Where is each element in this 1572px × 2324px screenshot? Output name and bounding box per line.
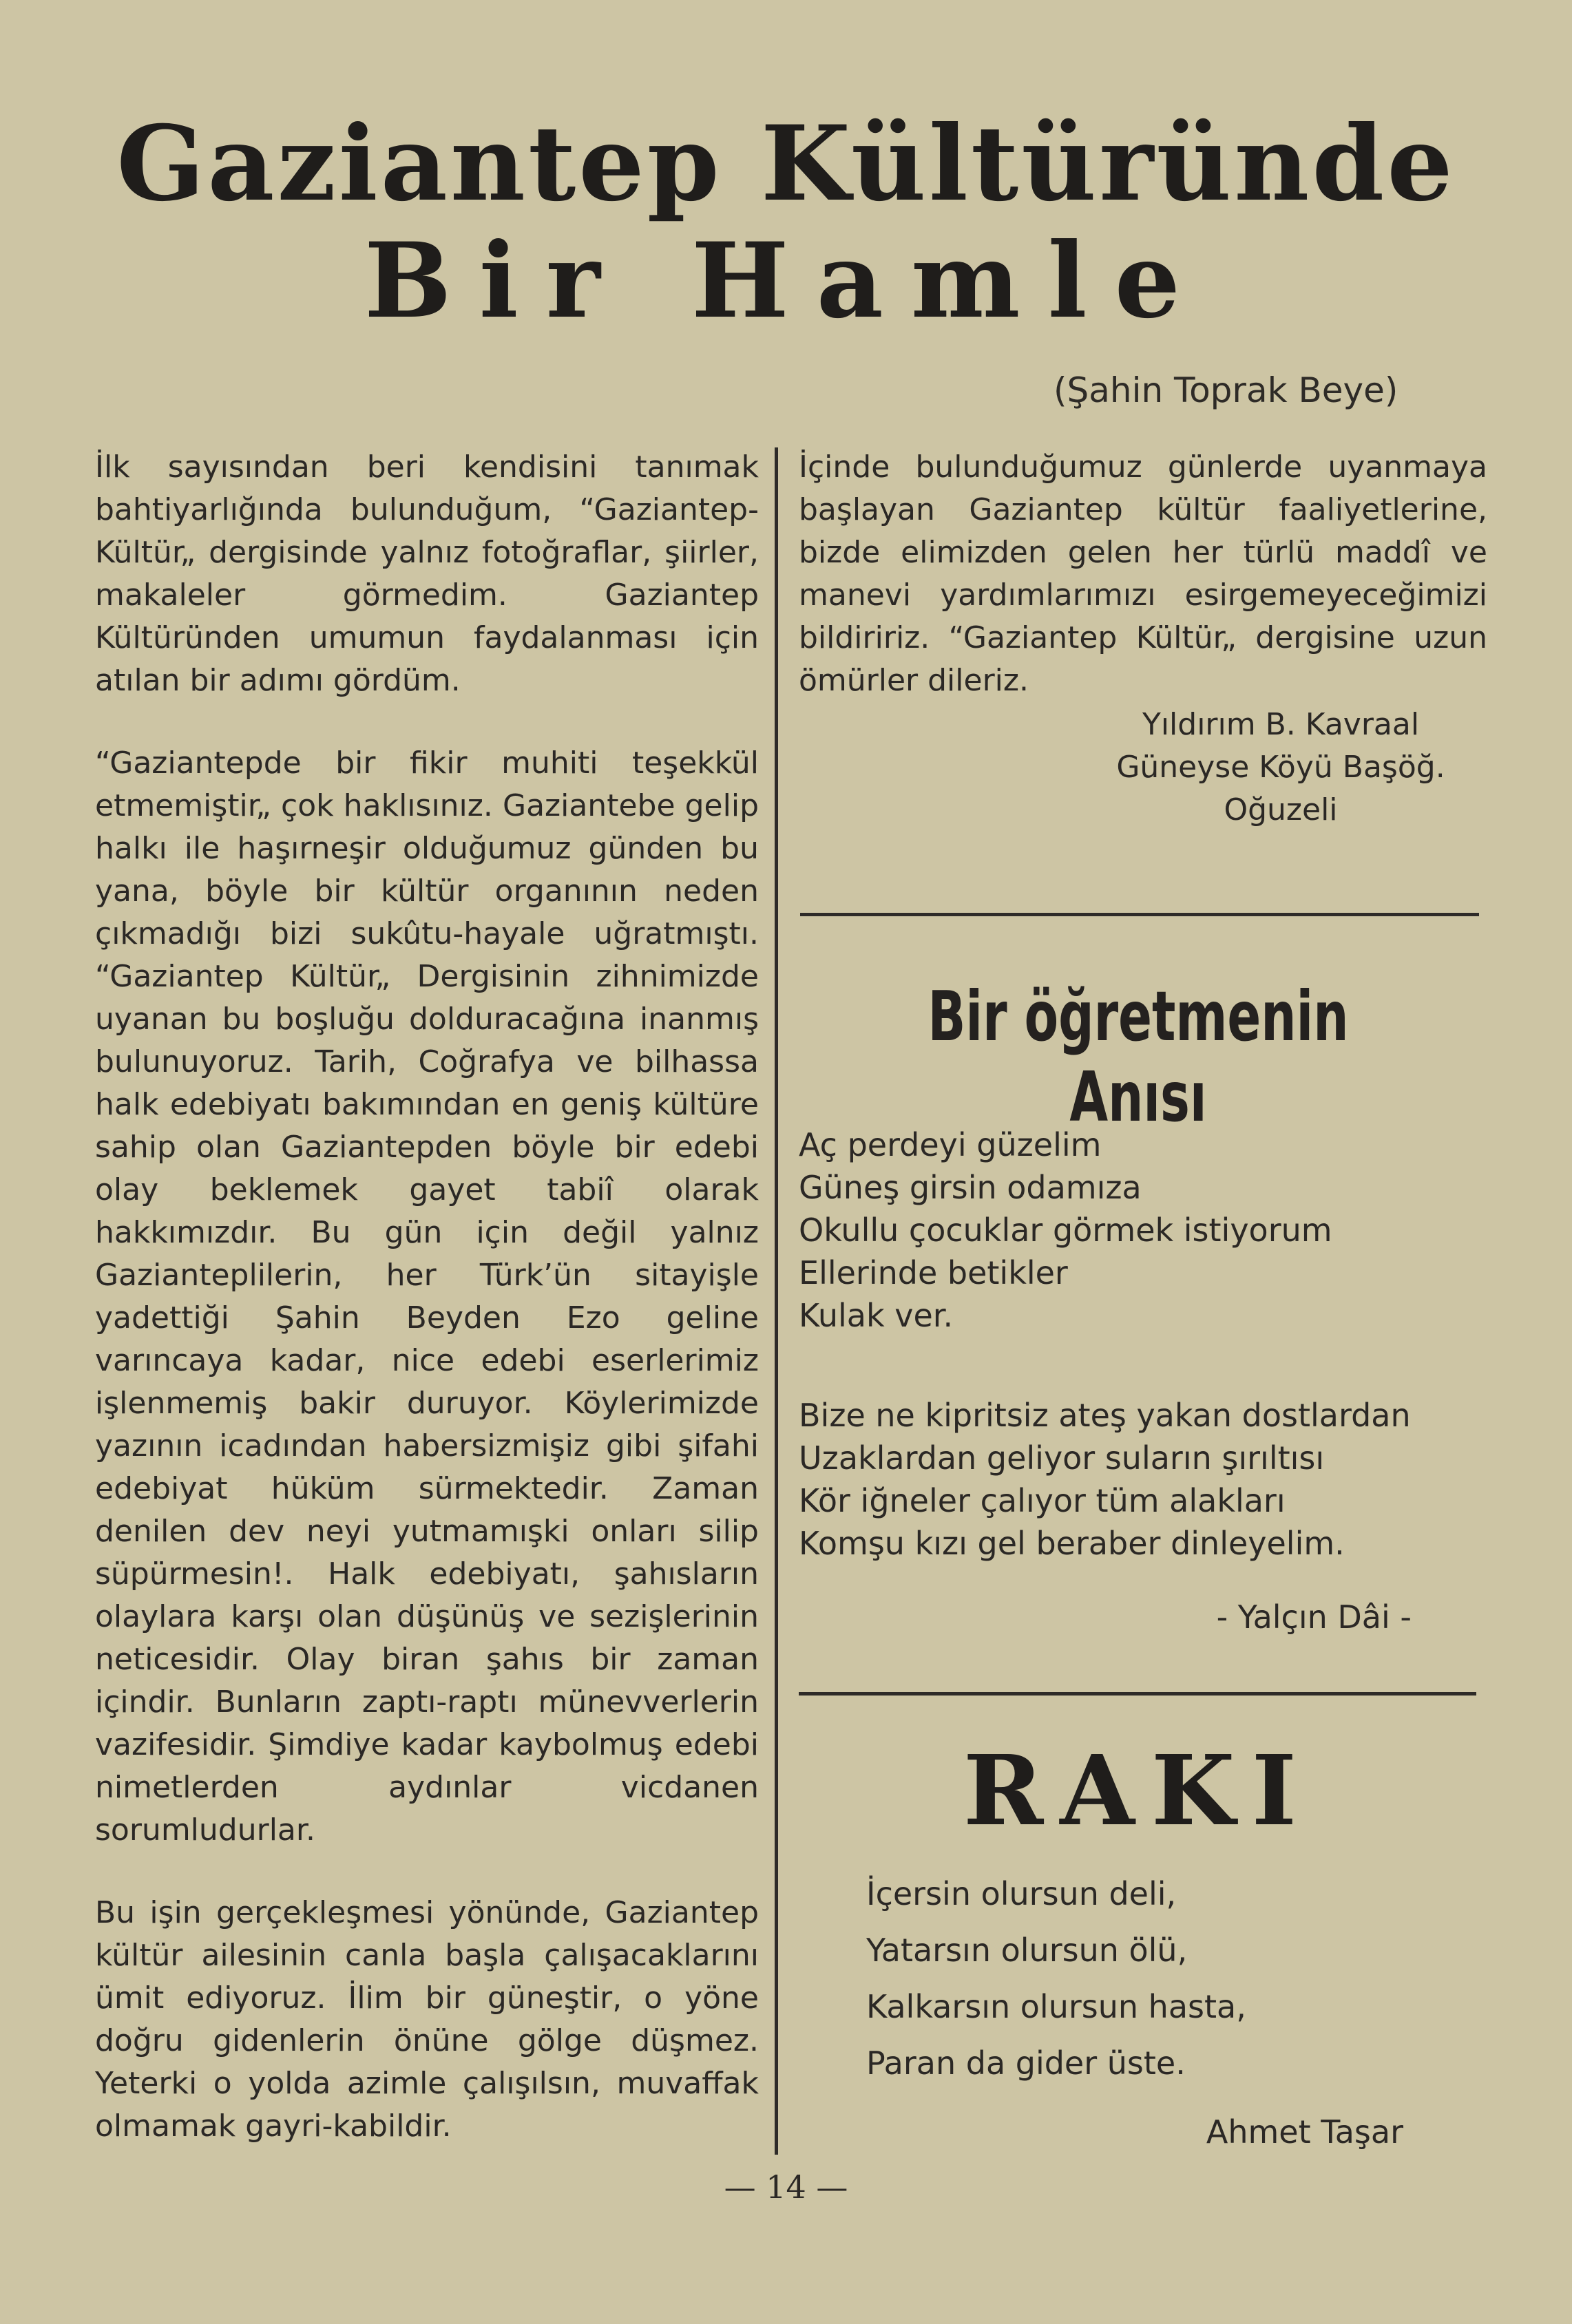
- article-dedication: (Şahin Toprak Beye): [1054, 370, 1398, 410]
- page-number: — 14 —: [724, 2168, 848, 2206]
- poem1-stanza2: [799, 1394, 1411, 1565]
- section-divider-2: [799, 1692, 1476, 1696]
- article-title-line1: Gaziantep Kültüründe: [116, 103, 1456, 224]
- poem2-author: Ahmet Taşar: [1206, 2113, 1403, 2151]
- article-paragraph-3: Bu işin gerçekleşmesi yönünde, Gaziantep kültür ailesinin canla başla çalışacaklarını ümit ediyoruz. İlim bir güneştir, o yöne doğru gidenlerin önüne gölge düşmez. Yeterki o yolda azimle çalışılsın, muvaffak olmamak gayri-kabildir.: [95, 1895, 759, 2144]
- article-left-column: [95, 446, 759, 2148]
- poem1-line: Uzaklardan geliyor suların şırıltısı: [799, 1439, 1325, 1477]
- article-right-column: [799, 446, 1487, 702]
- poem2-line: Yatarsın olursun ölü,: [866, 1932, 1188, 1969]
- article-paragraph-2: “Gaziantepde bir fikir muhiti teşekkül etmemiştir„ çok haklısınız. Gaziantebe gelip halkı ile haşırneşir olduğumuz günden bu yana, böyle bir kültür organının neden çıkmadığı bizi sukûtu-hayale uğratmıştı. “Gaziantep Kültür„ Dergisinin zihnimizde uyanan bu boşluğu dolduracağına inanmış bulunuyoruz. Tarih, Coğrafya ve bilhassa halk edebiyatı bakımından en geniş kültüre sahip olan Gaziantepden böyle bir edebi olay beklemek gayet tabiî olarak hakkımızdır. Bu gün için değil yalnız Gazianteplilerin, her Türk’ün sitayişle yadettiği Şahin Beyden Ezo geline varıncaya kadar, nice edebi eserlerimiz işlenmemiş bakir duruyor. Köylerimizde yazının icadından habersizmişiz gibi şifahi edebiyat hüküm sürmektedir. Zaman denilen dev neyi yutmamışki onları silip süpürmesin!. Halk edebiyatı, şahısların olaylara karşı olan düşünüş ve sezişlerinin neticesidir. Olay biran şahıs bir zaman içindir. Bunların zaptı-raptı münevverlerin vazifesidir. Şimdiye kadar kaybolmuş edebi nimetlerden aydınlar vicdanen sorumludurlar.: [95, 746, 759, 1848]
- poem2-line: İçersin olursun deli,: [866, 1875, 1177, 1912]
- article-paragraph-4: İçinde bulunduğumuz günlerde uyanmaya başlayan Gaziantep kültür faaliyetlerine, bizde elimizden gelen her türlü maddî ve manevi yardımlarımızı esirgemeyeceğimizi bildiririz. “Gaziantep Kültür„ dergisine uzun ömürler dileriz.: [799, 450, 1487, 698]
- poem1-line: Kör iğneler çalıyor tüm alakları: [799, 1482, 1286, 1519]
- column-divider: [775, 447, 778, 2155]
- poem1-line: Kulak ver.: [799, 1297, 954, 1334]
- poem1-line: Komşu kızı gel beraber dinleyelim.: [799, 1525, 1345, 1562]
- section-divider-1: [800, 913, 1479, 916]
- poem1-line: Bize ne kipritsiz ateş yakan dostlardan: [799, 1397, 1411, 1434]
- poem2-title: RAKI: [963, 1735, 1314, 1848]
- poem1-title: Bir öğretmenin Anısı: [928, 976, 1349, 1137]
- article-title-line2: Bir Hamle: [364, 220, 1208, 341]
- poem1-line: Okullu çocuklar görmek istiyorum: [799, 1212, 1332, 1249]
- poem1-author: - Yalçın Dâi -: [1216, 1598, 1412, 1636]
- poem1-line: Aç perdeyi güzelim: [799, 1126, 1102, 1163]
- poem2-body: [866, 1866, 1246, 2091]
- poem1-line: Güneş girsin odamıza: [799, 1169, 1142, 1206]
- poem1-stanza1: [799, 1123, 1332, 1337]
- signature-line3: Oğuzeli: [1224, 792, 1338, 827]
- poem2-line: Kalkarsın olursun hasta,: [866, 1988, 1246, 2025]
- signature-name: Yıldırım B. Kavraal: [1142, 707, 1420, 742]
- article-signature: [1060, 704, 1501, 832]
- poem2-line: Paran da gider üste.: [866, 2045, 1186, 2082]
- article-paragraph-1: İlk sayısından beri kendisini tanımak bahtiyarlığında bulunduğum, “Gaziantep-Kültür„ dergisinde yalnız fotoğraflar, şiirler, makaleler görmedim. Gaziantep Kültüründen umumun faydalanması için atılan bir adımı gördüm.: [95, 450, 759, 698]
- signature-line2: Güneyse Köyü Başöğ.: [1116, 750, 1445, 785]
- poem1-line: Ellerinde betikler: [799, 1254, 1068, 1291]
